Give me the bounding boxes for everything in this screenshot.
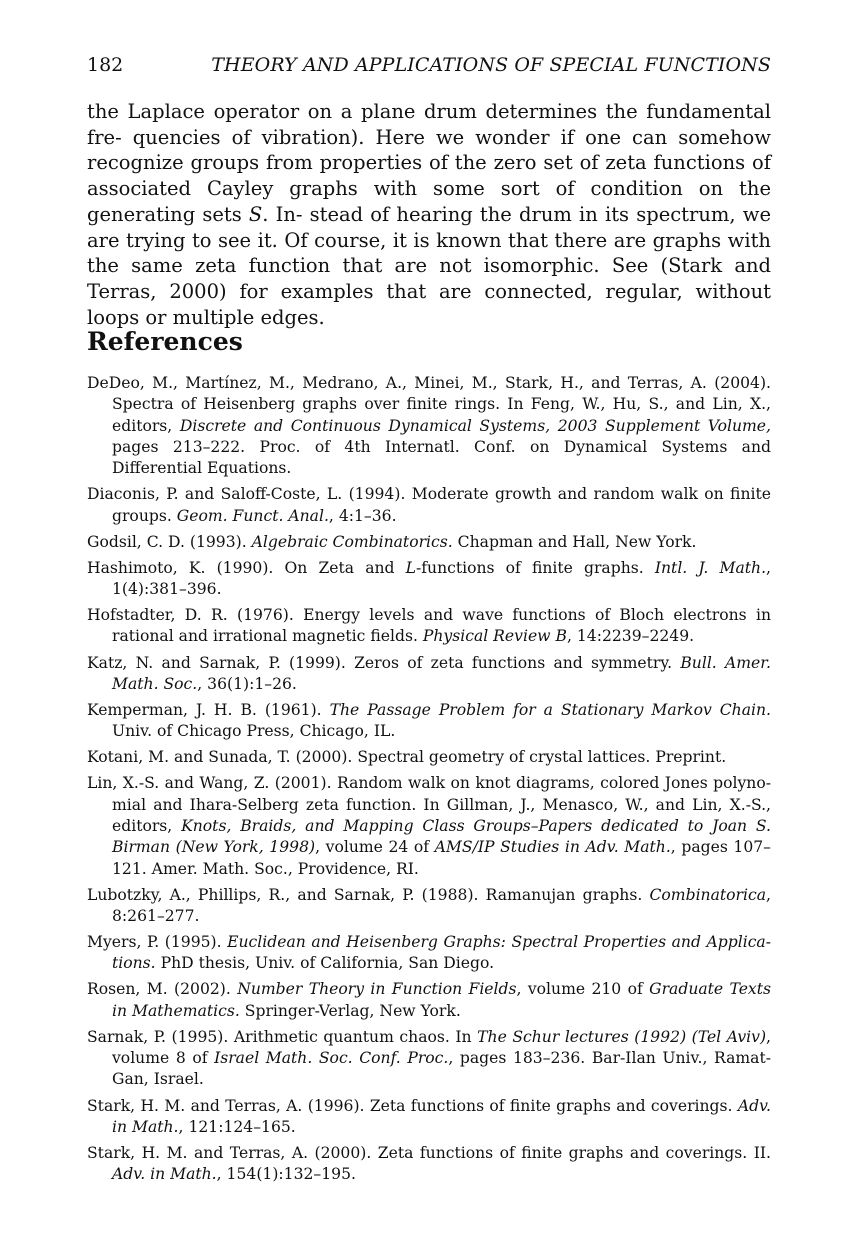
reference-lubotzky-1988 [87,885,771,928]
ref-text: Univ. of Chicago Press, Chicago, IL. [112,722,396,741]
ref-title: Discrete and Continuous Dynamical Systems, 2003 Supplement Volume, [179,416,771,435]
reference-dedeo-2004 [87,373,771,479]
ref-series: AMS/IP Studies in Adv. Math. [434,838,671,857]
reference-katz-1999 [87,653,771,696]
ref-text: Sarnak, P. (1995). Arithmetic quantum chaos. In [87,1027,478,1046]
ref-text: PhD thesis, Univ. of California, San Diego. [155,954,495,973]
intro-text-part-2: . In- stead of hearing the drum in its spectrum, we are trying to see it. Of course, it is known that there are graphs with the same zeta function that are not isomorphic. See (Stark and Terras, 2000) for examples that are connected, regular, without loops or multiple edges. [87,202,771,329]
ref-journal: Adv. in Math. [112,1096,771,1136]
ref-text: Diaconis, P. and Saloff-Coste, L. (1994). Moderate growth and random walk on finite groups. [87,485,771,525]
generating-set-variable: S [248,202,263,226]
ref-title: Knots, Braids, and Mapping Class Groups–Papers dedicated to Joan S. Birman (New York, 1998) [112,817,771,857]
ref-text: , volume 8 of [112,1027,771,1068]
ref-text: Stark, H. M. and Terras, A. (1996). Zeta functions of finite graphs and coverings. [87,1096,738,1115]
running-title: THEORY AND APPLICATIONS OF SPECIAL FUNCTIONS [211,54,771,76]
ref-text: Rosen, M. (2002). [87,980,238,999]
reference-kotani-2000 [87,747,771,768]
ref-title: Number Theory in Function Fields [237,980,517,999]
ref-text: , pages 183–236. Bar-Ilan Univ., Ramat-Gan, Israel. [112,1049,771,1089]
ref-text: Chapman and Hall, New York. [452,532,697,551]
ref-text: Lubotzky, A., Phillips, R., and Sarnak, P. (1988). Ramanujan graphs. [87,885,650,904]
ref-text: , 121:124–165. [178,1117,296,1136]
reference-stark-terras-2000 [87,1143,771,1186]
ref-journal: Bull. Amer. Math. Soc. [112,653,771,693]
references-heading: References [87,327,243,356]
ref-math-symbol: L [405,558,416,577]
ref-text: , 4:1–36. [328,506,397,525]
ref-title: Euclidean and Heisenberg Graphs: Spectral Properties and Applica- tions. [112,933,771,973]
ref-title: The Schur lectures (1992) (Tel Aviv) [477,1027,767,1046]
ref-text: , volume 24 of [315,838,435,857]
ref-text: , 36(1):1–26. [197,674,297,693]
ref-journal: Physical Review B [422,627,567,646]
reference-hashimoto-1990 [87,558,771,601]
ref-text: Katz, N. and Sarnak, P. (1999). Zeros of zeta functions and symmetry. [87,653,681,672]
reference-lin-2001 [87,773,771,879]
ref-text: Hashimoto, K. (1990). On Zeta and [87,558,406,577]
intro-text-part-1: the Laplace operator on a plane drum determines the fundamental fre- quencies of vibration). Here we wonder if one can somehow recognize groups from properties of the zero set of zeta functions of associated Cayley graphs with some sort of condition on the generating sets [87,100,771,226]
ref-text: Hofstadter, D. R. (1976). Energy levels and wave functions of Bloch electrons in rational and irrational magnetic fields. [87,606,771,646]
reference-sarnak-1995 [87,1027,771,1091]
reference-godsil-1993 [87,532,771,553]
ref-series: Graduate Texts in Mathematics. [112,980,772,1020]
ref-text: Godsil, C. D. (1993). [87,532,252,551]
ref-text: Myers, P. (1995). [87,933,228,952]
reference-stark-terras-1996 [87,1096,771,1139]
ref-text: Springer-Verlag, New York. [239,1001,461,1020]
ref-text: -functions of finite graphs. [416,558,655,577]
ref-title: Algebraic Combinatorics. [251,532,453,551]
reference-rosen-2002 [87,979,771,1022]
page-number: 182 [87,54,124,76]
ref-text: , 14:2239–2249. [566,627,695,646]
reference-hofstadter-1976 [87,605,771,648]
reference-myers-1995 [87,932,771,975]
ref-text: , 1(4):381–396. [112,558,771,599]
ref-text: DeDeo, M., Martínez, M., Medrano, A., Minei, M., Stark, H., and Terras, A. (2004). Spectra of Heisenberg graphs over finite rings. In Feng, W., Hu, S., and Lin, X., editors, [87,374,771,435]
ref-text: , pages 107–121. Amer. Math. Soc., Providence, RI. [112,838,771,878]
ref-text: , 8:261–277. [112,885,771,925]
running-head [87,52,771,78]
ref-text: Kemperman, J. H. B. (1961). [87,700,330,719]
ref-title: The Passage Problem for a Stationary Markov Chain. [329,700,771,719]
ref-text: Stark, H. M. and Terras, A. (2000). Zeta functions of finite graphs and coverings. II. [87,1143,771,1162]
reference-list [87,373,771,1190]
ref-journal: Adv. in Math. [112,1165,217,1184]
ref-text: Lin, X.-S. and Wang, Z. (2001). Random walk on knot diagrams, colored Jones polyno- mial and Ihara-Selberg zeta function. In Gillman, J., Menasco, W., and Lin, X.-S., editors, [87,774,771,836]
ref-text: Kotani, M. and Sunada, T. (2000). Spectral geometry of crystal lattices. Preprint. [87,748,727,767]
ref-text: , volume 210 of [516,980,650,999]
ref-journal: Combinatorica [649,885,767,904]
ref-text: pages 213–222. Proc. of 4th Internatl. Conf. on Dynamical Systems and Differential Equations. [112,437,771,478]
reference-kemperman-1961 [87,700,771,743]
ref-series: Israel Math. Soc. Conf. Proc. [214,1049,449,1068]
reference-diaconis-1994 [87,484,771,527]
ref-journal: Geom. Funct. Anal. [176,506,329,525]
intro-paragraph [87,99,771,330]
ref-text: , 154(1):132–195. [216,1165,356,1184]
ref-journal: Intl. J. Math. [654,558,767,577]
